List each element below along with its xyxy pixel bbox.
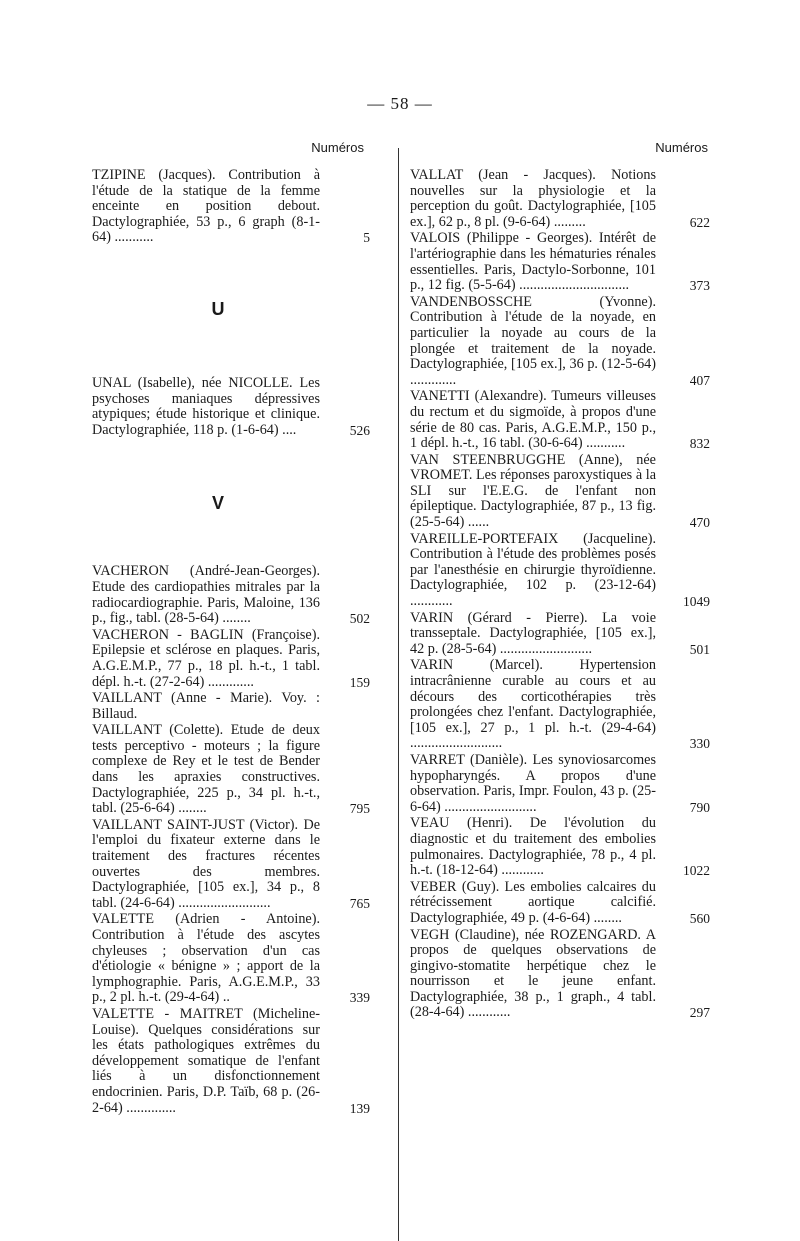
page-number: — 58 — (367, 94, 433, 113)
index-entry (92, 563, 370, 627)
entry-text: VAILLANT (Anne - Marie). Voy. : Billaud. (92, 690, 320, 722)
index-entry (410, 926, 710, 1022)
entry-number: 1022 (683, 863, 710, 879)
entry-number: 622 (689, 214, 710, 230)
entry-number: 339 (349, 990, 370, 1006)
column-header-left: Numéros (311, 140, 364, 155)
entry-number: 795 (349, 801, 370, 817)
entry-text: VAILLANT SAINT-JUST (Victor). De l'emploi du fixateur externe dans le traitement des fractures récentes ouvertes des membres. Dactylographiée, [105 ex.], 34 p., 8 tabl. (24-6-64) .......................... (92, 816, 320, 911)
column-divider (398, 148, 399, 1241)
entry-number: 501 (689, 641, 710, 657)
entry-text: VAN STEENBRUGGHE (Anne), née VROMET. Les réponses paroxystiques à la SLI sur l'E.E.G. de l'enfant non épileptique. Dactylographiée, 87 p., 13 fig. (25-5-64) ...... (410, 451, 656, 531)
entry-text: VANETTI (Alexandre). Tumeurs villeuses du rectum et du sigmoïde, à propos d'une série de 80 cas. Paris, A.G.E.M.P., 150 p., 1 dépl. h.-t., 16 tabl. (30-6-64) ........... (410, 388, 656, 452)
right-entries (410, 167, 710, 1022)
entry-number: 139 (349, 1100, 370, 1116)
entry-number: 765 (349, 895, 370, 911)
entry-number: 5 (363, 230, 370, 246)
index-entry (92, 1005, 370, 1116)
index-entry (410, 293, 710, 389)
entry-number: 526 (349, 422, 370, 438)
entry-text: VAILLANT (Colette). Etude de deux tests perceptivo - moteurs ; la figure complexe de Rey et le test de Bender dans les apraxies constructives. Dactylographiée, 225 p., 34 pl. h.-t., tabl. (25-6-64) ........ (92, 722, 320, 817)
index-entry (92, 626, 370, 690)
index-entry (410, 657, 710, 752)
entry-text: VARIN (Marcel). Hypertension intracrânienne curable au cours et au décours des corticothérapies très prolongées chez l'enfant. Dactylographiée, [105 ex.], 27 p., 1 pl. h.-t. (29-4-64) .......................... (410, 657, 656, 752)
column-header-right: Numéros (655, 140, 708, 155)
index-entry (410, 230, 710, 294)
index-entry (410, 609, 710, 658)
index-entry (92, 816, 370, 912)
entry-number: 470 (689, 515, 710, 531)
left-entries (92, 167, 370, 1117)
section-letter-v: V (211, 493, 224, 514)
index-entry (410, 388, 710, 452)
index-entry (92, 691, 362, 722)
index-entry (92, 167, 370, 246)
entry-number: 330 (689, 736, 710, 752)
entry-text: UNAL (Isabelle), née NICOLLE. Les psychoses maniaques dépressives atypiques; étude historique et clinique. Dactylographiée, 118 p. (1-6-64) .... (92, 374, 320, 438)
entry-number: 159 (349, 674, 370, 690)
entry-text: VEAU (Henri). De l'évolution du diagnostic et du traitement des embolies pulmonaires. Dactylographiée, 78 p., 4 pl. h.-t. (18-12-64) ............ (410, 815, 656, 879)
entry-text: VANDENBOSSCHE (Yvonne). Contribution à l'étude de la noyade, en particulier la noyade au cours de la plongée et traitement de la noyade. Dactylographiée, [105 ex.], 36 p. (12-5-64) ............. (410, 293, 656, 388)
entry-text: VAREILLE-PORTEFAIX (Jacqueline). Contribution à l'étude des problèmes posés par l'anesthésie en chirurgie thyroïdienne. Dactylographiée, 102 p. (23-12-64) ............ (410, 530, 656, 610)
index-entry (410, 815, 710, 879)
entry-number: 1049 (683, 594, 710, 610)
index-entry (410, 451, 710, 531)
entry-text: VARRET (Danièle). Les synoviosarcomes hypopharyngés. A propos d'une observation. Paris, Impr. Foulon, 43 p. (25-6-64) .......................... (410, 751, 656, 815)
entry-text: VALOIS (Philippe - Georges). Intérêt de l'artériographie dans les hématuries rénales essentielles. Paris, Dactylo-Sorbonne, 101 p., 12 fig. (5-5-64) ............................... (410, 230, 656, 294)
entry-number: 297 (689, 1005, 710, 1021)
index-entry (92, 911, 370, 1006)
entry-text: VEGH (Claudine), née ROZENGARD. A propos de quelques observations de gingivo-stomatite herpétique chez le nourrisson et le jeune enfant. Dactylographiée, 38 p., 1 graph., 4 tabl. (28-4-64) ............ (410, 926, 656, 1021)
entry-number: 832 (689, 436, 710, 452)
entry-text: VARIN (Gérard - Pierre). La voie transseptale. Dactylographiée, [105 ex.], 42 p. (28-5-64) .......................... (410, 609, 656, 657)
entry-text: VACHERON (André-Jean-Georges). Etude des cardiopathies mitrales par la radiocardiographie. Paris, Maloine, 136 p., fig., tabl. (28-5-64) ........ (92, 563, 320, 627)
entry-text: VALETTE - MAITRET (Micheline-Louise). Quelques considérations sur les états pathologiques extrêmes du développement somatique de l'enfant liés à un disfonctionnement endocrinien. Paris, D.P. Taïb, 68 p. (26-2-64) .............. (92, 1005, 320, 1116)
entry-text: TZIPINE (Jacques). Contribution à l'étude de la statique de la femme enceinte en position debout. Dactylographiée, 53 p., 6 graph (8-1-64) ........... (92, 167, 320, 246)
index-entry (410, 530, 710, 610)
entry-number: 790 (689, 799, 710, 815)
index-entry (410, 167, 710, 230)
entry-text: VALETTE (Adrien - Antoine). Contribution à l'étude des ascytes chyleuses ; observation d'un cas d'étiologie « bénigne » ; apport de la lymphographie. Paris, A.G.E.M.P., 33 p., 2 pl. h.-t. (29-4-64) .. (92, 911, 320, 1006)
entry-number: 502 (349, 611, 370, 627)
entry-number: 373 (689, 278, 710, 294)
index-entry (92, 374, 370, 438)
index-entry (410, 751, 710, 815)
index-entry (410, 878, 710, 927)
entry-text: VALLAT (Jean - Jacques). Notions nouvelles sur la physiologie et la perception du goût. Dactylographiée, [105 ex.], 62 p., 8 pl. (9-6-64) ......... (410, 167, 656, 230)
index-entry (92, 722, 370, 817)
entry-text: VEBER (Guy). Les embolies calcaires du rétrécissement aortique calcifié. Dactylographiée, 49 p. (4-6-64) ........ (410, 878, 656, 926)
section-letter-u: U (211, 298, 225, 319)
entry-number: 560 (689, 910, 710, 926)
entry-text: VACHERON - BAGLIN (Françoise). Epilepsie et sclérose en plaques. Paris, A.G.E.M.P., 77 p., 18 pl. h.-t., 1 tabl. dépl. h.-t. (27-2-64) ............. (92, 626, 320, 690)
entry-number: 407 (689, 372, 710, 388)
